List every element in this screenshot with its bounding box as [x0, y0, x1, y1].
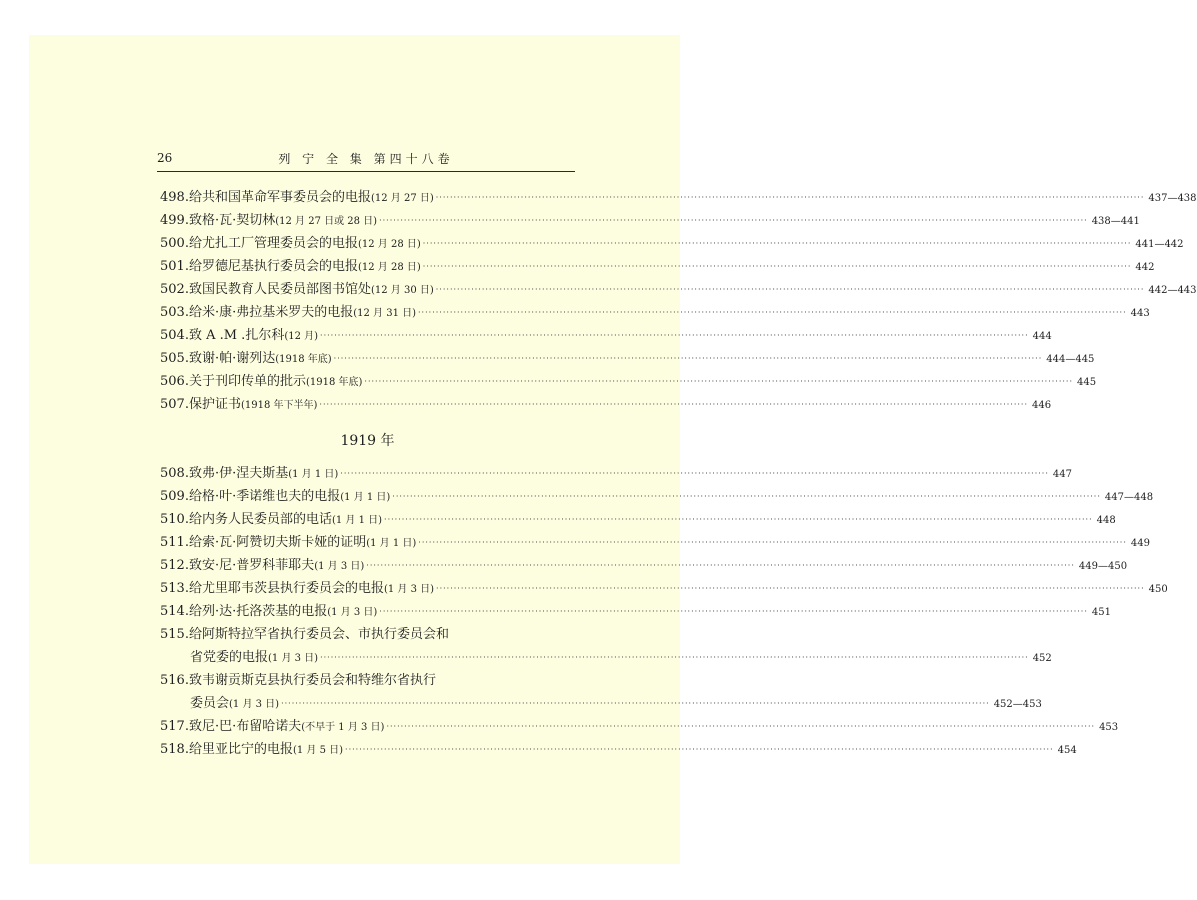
entry-title: 保护证书	[188, 397, 241, 412]
leader-dots: ········································································································································································································	[379, 607, 1088, 616]
entry-number: 502.	[160, 282, 189, 297]
leader-dots: ········································································································································································································	[281, 699, 990, 708]
running-title: 列 宁 全 集 第四十八卷	[278, 152, 454, 166]
entry-number: 505.	[160, 351, 189, 366]
toc-entry	[160, 347, 1095, 370]
toc-entry	[160, 600, 1111, 623]
entry-date: (1 月 1 日)	[340, 492, 391, 503]
entry-pages: 452	[1032, 653, 1052, 664]
leader-dots: ········································································································································································································	[386, 722, 1096, 731]
leader-dots: ········································································································································································································	[422, 239, 1132, 248]
entry-title: 委员会	[190, 696, 230, 711]
entry-pages: 443	[1130, 308, 1150, 319]
leader-dots: ········································································································································································································	[333, 354, 1043, 363]
toc-entry	[160, 255, 1155, 278]
entry-number: 518.	[160, 742, 189, 757]
entry-pages: 442	[1135, 262, 1155, 273]
entry-number: 517.	[160, 719, 189, 734]
entry-pages: 453	[1099, 722, 1119, 733]
entry-title: 给罗德尼基执行委员会的电报	[188, 259, 358, 274]
entry-date: (12 月 31 日)	[353, 308, 417, 319]
entry-date: (1 月 5 日)	[292, 745, 344, 756]
toc-entry	[160, 485, 1154, 508]
toc-entry	[160, 209, 1140, 232]
entry-pages: 438—441	[1091, 216, 1140, 227]
entry-pages: 445	[1077, 377, 1097, 388]
toc-entry	[160, 646, 1052, 669]
leader-dots: ········································································································································································································	[320, 653, 1029, 662]
entry-pages: 446	[1032, 400, 1052, 411]
entry-title: 致尼·巴·布留哈诺夫	[188, 719, 302, 734]
toc-entry	[160, 623, 575, 646]
toc-entry	[160, 393, 1052, 416]
entry-number: 514.	[160, 604, 189, 619]
entry-pages: 451	[1091, 607, 1111, 618]
toc-entry	[160, 370, 1097, 393]
entry-title: 给共和国革命军事委员会的电报	[188, 190, 371, 205]
entry-pages: 441—442	[1135, 239, 1184, 250]
leader-dots: ········································································································································································································	[345, 745, 1054, 754]
leader-dots: ········································································································································································································	[436, 584, 1145, 593]
header-rule	[157, 171, 575, 172]
entry-title: 给米·康·弗拉基米罗夫的电报	[188, 305, 354, 320]
entry-pages: 448	[1096, 515, 1116, 526]
entry-title: 致 A .M .扎尔科	[188, 328, 285, 343]
entry-number: 498.	[160, 190, 189, 205]
entry-title: 省党委的电报	[190, 650, 269, 665]
entry-date: (12 月 30 日)	[370, 285, 434, 296]
leader-dots: ········································································································································································································	[435, 193, 1145, 202]
toc-entry	[160, 232, 1184, 255]
toc-list-1919	[160, 462, 1168, 761]
page-number: 26	[157, 151, 173, 165]
entry-number: 512.	[160, 558, 189, 573]
entry-number: 501.	[160, 259, 189, 274]
entry-date: (1 月 3 日)	[314, 561, 365, 572]
entry-title: 致弗·伊·涅夫斯基	[188, 466, 289, 481]
entry-pages: 449	[1130, 538, 1150, 549]
entry-pages: 444	[1032, 331, 1052, 342]
entry-number: 506.	[160, 374, 189, 389]
entry-date: (1 月 3 日)	[383, 584, 435, 595]
toc-entry	[160, 738, 1077, 761]
entry-number: 504.	[160, 328, 189, 343]
entry-date: (12 月 27 日)	[370, 193, 434, 204]
running-header	[157, 149, 575, 169]
entry-title: 关于刊印传单的批示	[188, 374, 306, 389]
entry-date: (12 月)	[284, 331, 319, 342]
entry-date: (不早于 1 月 3 日)	[301, 722, 385, 733]
toc-entry	[160, 301, 1150, 324]
entry-date: (1 月 1 日)	[366, 538, 417, 549]
entry-date: (12 月 28 日)	[357, 239, 421, 250]
entry-number: 509.	[160, 489, 189, 504]
entry-date: (1918 年底)	[305, 377, 363, 388]
entry-pages: 452—453	[993, 699, 1042, 710]
leader-dots: ········································································································································································································	[366, 561, 1075, 570]
toc-entry	[160, 186, 1197, 209]
entry-pages: 437—438	[1148, 193, 1197, 204]
entry-title: 致谢·帕·谢列达	[188, 351, 276, 366]
leader-dots: ········································································································································································································	[392, 492, 1101, 501]
entry-pages: 450	[1148, 584, 1168, 595]
entry-date: (1 月 1 日)	[331, 515, 383, 526]
toc-entry	[160, 278, 1197, 301]
entry-title: 给阿斯特拉罕省执行委员会、市执行委员会和	[188, 627, 449, 642]
entry-date: (12 月 27 日或 28 日)	[275, 216, 378, 227]
entry-date: (12 月 28 日)	[357, 262, 421, 273]
entry-title: 给格·叶·季诺维也夫的电报	[188, 489, 341, 504]
toc-entry	[160, 324, 1052, 347]
toc-entry	[160, 715, 1119, 738]
entry-date: (1 月 3 日)	[327, 607, 378, 618]
entry-title: 致国民教育人民委员部图书馆处	[188, 282, 371, 297]
entry-number: 500.	[160, 236, 189, 251]
entry-pages: 449—450	[1078, 561, 1128, 572]
entry-title: 给尤里耶韦茨县执行委员会的电报	[188, 581, 384, 596]
entry-number: 516.	[160, 673, 189, 688]
entry-number: 510.	[160, 512, 189, 527]
entry-title: 给索·瓦·阿赞切夫斯卡娅的证明	[188, 535, 367, 550]
entry-title: 给尤扎工厂管理委员会的电报	[188, 236, 358, 251]
entry-number: 511.	[160, 535, 189, 550]
leader-dots: ········································································································································································································	[418, 308, 1127, 317]
leader-dots: ········································································································································································································	[435, 285, 1145, 294]
entry-number: 508.	[160, 466, 189, 481]
toc-list-1918	[160, 186, 1197, 416]
entry-title: 给内务人民委员部的电话	[188, 512, 332, 527]
year-heading: 1919 年	[340, 433, 395, 449]
entry-number: 513.	[160, 581, 189, 596]
entry-pages: 444—445	[1046, 354, 1095, 365]
entry-title: 给里亚比宁的电报	[188, 742, 293, 757]
entry-date: (1 月 1 日)	[288, 469, 339, 480]
leader-dots: ········································································································································································································	[379, 216, 1088, 225]
leader-dots: ········································································································································································································	[422, 262, 1132, 271]
entry-date: (1918 年下半年)	[240, 400, 318, 411]
toc-entry	[160, 577, 1168, 600]
leader-dots: ········································································································································································································	[340, 469, 1049, 478]
leader-dots: ········································································································································································································	[364, 377, 1073, 386]
entry-title: 致格·瓦·契切林	[188, 213, 276, 228]
entry-number: 503.	[160, 305, 189, 320]
entry-pages: 454	[1057, 745, 1077, 756]
entry-date: (1 月 3 日)	[229, 699, 280, 710]
toc-entry	[160, 669, 575, 692]
entry-title: 致安·尼·普罗科菲耶夫	[188, 558, 315, 573]
toc-entry	[160, 462, 1072, 485]
toc-entry	[160, 508, 1116, 531]
entry-number: 507.	[160, 397, 189, 412]
toc-entry	[160, 692, 1042, 715]
leader-dots: ········································································································································································································	[320, 331, 1029, 340]
toc-entry	[160, 531, 1150, 554]
toc-entry	[160, 554, 1128, 577]
leader-dots: ········································································································································································································	[418, 538, 1127, 547]
entry-pages: 447—448	[1104, 492, 1154, 503]
entry-date: (1918 年底)	[275, 354, 332, 365]
entry-pages: 442—443	[1148, 285, 1197, 296]
entry-number: 499.	[160, 213, 189, 228]
entry-title: 给列·达·托洛茨基的电报	[188, 604, 328, 619]
entry-title: 致韦谢贡斯克县执行委员会和特维尔省执行	[188, 673, 436, 688]
entry-date: (1 月 3 日)	[268, 653, 319, 664]
leader-dots: ········································································································································································································	[384, 515, 1093, 524]
entry-number: 515.	[160, 627, 189, 642]
leader-dots: ········································································································································································································	[319, 400, 1028, 409]
entry-pages: 447	[1052, 469, 1072, 480]
